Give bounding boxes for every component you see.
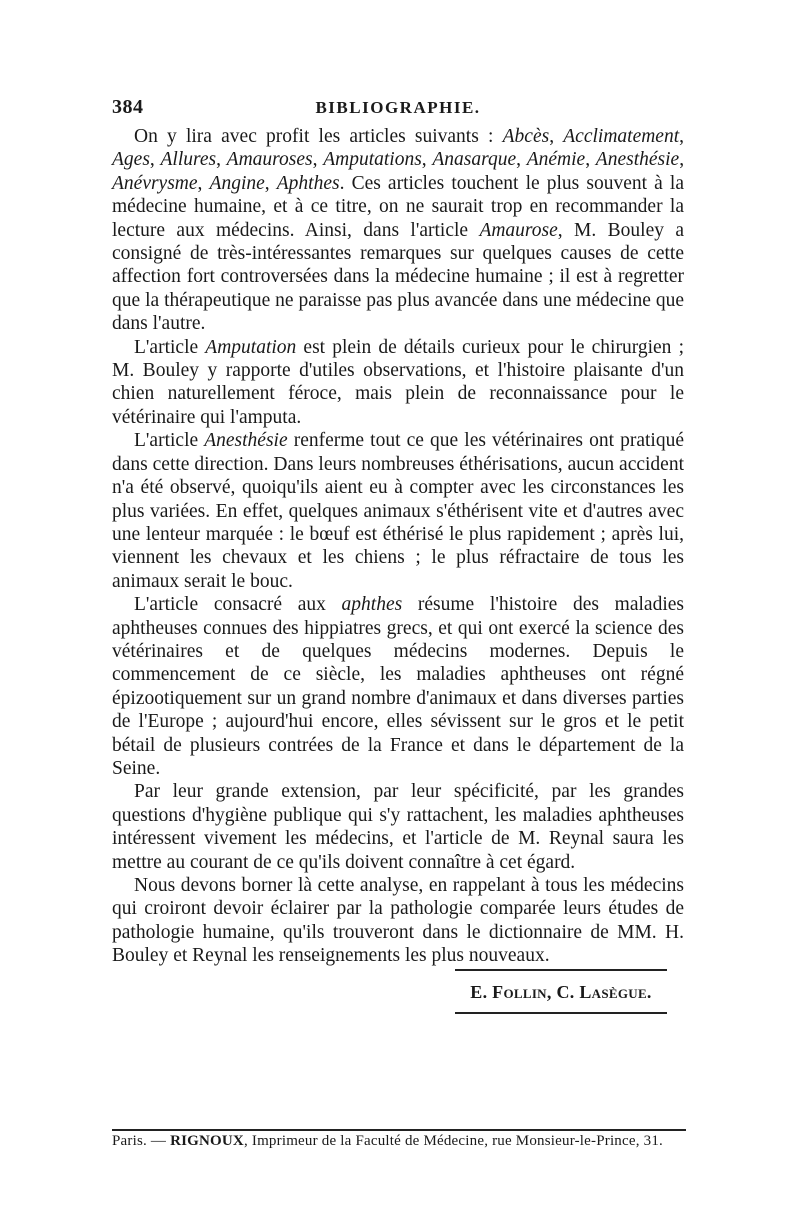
italic-term: Angine [209,172,265,194]
text-run: On y lira avec profit les articles suivants : [134,126,503,147]
text-run: , [679,149,685,171]
italic-term: Anasarque [432,149,517,171]
text-run: est plein de détails curieux pour le chirurgien ; M. Bouley y rapporte d'utiles observations, et l'histoire plaisante d'un chien naturellement féroce, mais plein de reconnaissance pour le vétérinaire qui l'amputa. [112,336,684,428]
paragraph [112,429,684,593]
paragraph [112,593,684,780]
text-run: , [149,149,161,171]
italic-term: Anesthésie [204,430,288,452]
italic-term: Ages [112,149,150,171]
paragraph [112,125,684,336]
imprint-city: Paris. [112,1133,147,1149]
section-title: BIBLIOGRAPHIE. [315,98,481,117]
paragraph [112,336,684,430]
text-run: , [679,126,685,147]
text-run: Nous devons borner là cette analyse, en rappelant à tous les médecins qui croiront devoir éclairer par la pathologie comparée leurs études de pathologie humaine, qu'ils trouveront dans le dictionnaire de MM. H. Bouley et Reynal les renseignements les plus nouveaux. [112,875,684,967]
printer-imprint [112,1133,692,1150]
italic-term: Anesthésie [595,149,680,171]
imprint-printer: RIGNOUX [170,1133,244,1149]
text-run: L'article consacré aux [134,594,342,616]
text-run: , [585,149,596,171]
text-run: , [216,149,227,171]
text-run: L'article [134,336,206,358]
italic-term: Amputation [205,336,297,358]
italic-term: Acclimatement [563,126,680,147]
italic-term: Anémie [526,149,586,171]
text-run: résume l'histoire des maladies aphtheuses connues des hippiatres grecs, et qui ont exercé la science des vétérinaires et de quelques médecins modernes. Depuis le commencement de ce siècle, les maladies aphtheuses ont régné épizootiquement sur un grand nombre d'animaux et dans diverses parties de l'Europe ; aujourd'hui encore, elles sévissent sur le gros et le petit bétail de plusieurs contrées de la France et dans le département de la Seine. [112,594,684,779]
running-head [112,96,684,122]
italic-term: Allures [160,149,217,171]
text-run: , [197,172,210,194]
paragraph [112,780,684,874]
signature-rule-top [455,969,667,971]
footer-rule [112,1129,686,1131]
author-signature: E. Follin, C. Lasègue. [470,982,652,1002]
italic-term: Amauroses [226,149,313,171]
body-text [112,125,684,968]
text-run: L'article [134,430,205,452]
italic-term: Aphthes [276,172,340,194]
text-run: , [421,149,433,171]
signature-rule-bottom [455,1012,667,1014]
page-number: 384 [112,96,144,118]
paragraph [112,874,684,968]
italic-term: Abcès [502,126,550,147]
imprint-dash: — [150,1133,171,1149]
italic-term: Anévrysme [112,172,198,194]
italic-term: aphthes [341,594,403,616]
italic-term: Amaurose [479,219,558,241]
text-run: Par leur grande extension, par leur spécificité, par les grandes questions d'hygiène publique qui s'y rattachent, les maladies aphtheuses intéressent vivement les médecins, et l'article de M. Reynal saura les mettre au courant de ce qu'ils doivent connaître à cet égard. [112,781,684,873]
text-run: , [516,149,527,171]
text-run: , M. Bouley a consigné de très-intéressantes remarques sur quelques causes de cette affection fort controversées dans la médecine humaine ; il est à regretter que la thérapeutique ne paraisse pas plus avancée dans une médecine que dans l'autre. [112,219,685,335]
imprint-rest: , Imprimeur de la Faculté de Médecine, rue Monsieur-le-Prince, 31. [243,1133,663,1149]
text-run: , [264,172,277,194]
text-run: , [549,126,564,147]
text-run: renferme tout ce que les vétérinaires ont pratiqué dans cette direction. Dans leurs nombreuses éthérisations, aucun accident n'a été observé, quoiqu'ils aient eu à compter avec les circonstances les plus variées. En effet, quelques animaux s'éthérisent vite et d'autres avec une lenteur marquée : le bœuf est éthérisé le plus rapidement ; après lui, viennent les chevaux et les chiens ; le plus réfractaire de tous les animaux serait le bouc. [112,430,684,592]
italic-term: Amputations [323,149,422,171]
text-run: . Ces articles touchent le plus souvent à la médecine humaine, et à ce titre, on ne saurait trop en recommander la lecture aux médecins. Ainsi, dans l'article [112,172,684,241]
text-run: , [312,149,324,171]
